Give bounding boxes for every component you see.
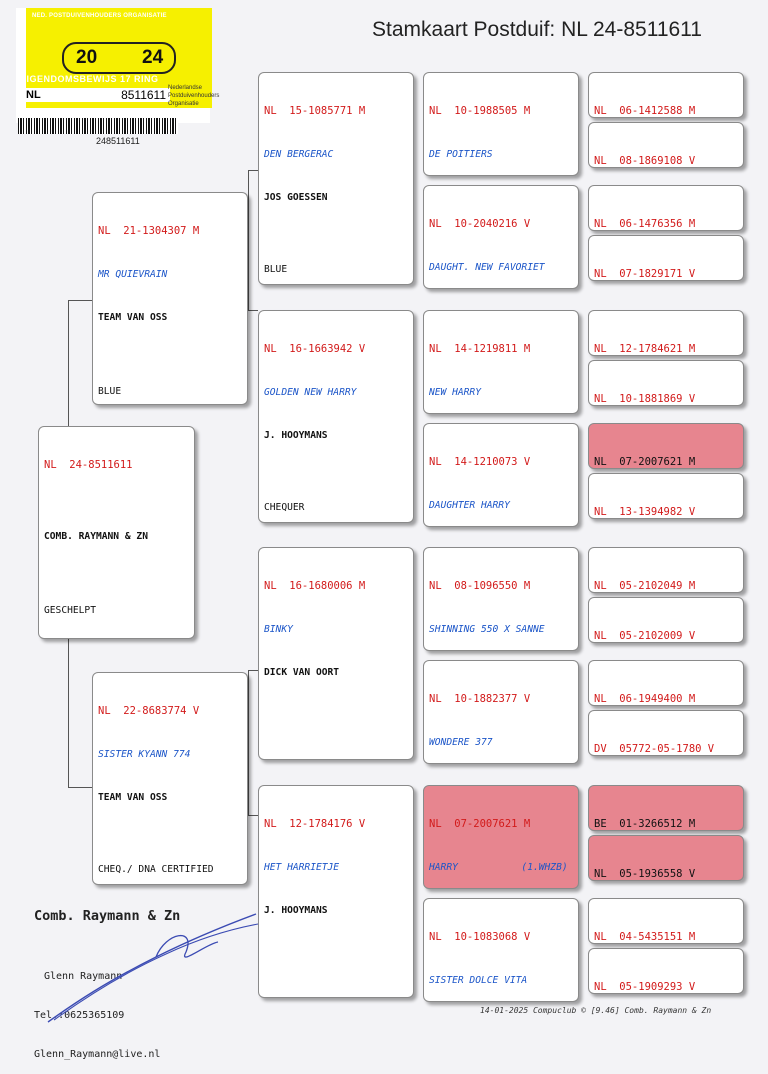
owner: J. HOOYMANS xyxy=(264,429,328,441)
ring-number: NL 10-1882377 V xyxy=(429,692,531,705)
sticker-ring-number: 8511611 xyxy=(70,88,170,102)
connector-line xyxy=(248,310,258,311)
ring-number: NL 24-8511611 xyxy=(44,458,133,471)
pigeon-card-g8[interactable] xyxy=(588,473,744,519)
sticker-npo-line: Postduivenhouders xyxy=(168,93,220,99)
info-line: CHEQUER xyxy=(264,501,305,513)
owner: TEAM VAN OSS xyxy=(98,791,168,803)
connector-line xyxy=(68,787,92,788)
ring-number: NL 12-1784176 V xyxy=(264,817,366,830)
ring-number: NL 06-1949400 M xyxy=(594,692,696,705)
pigeon-name: DE POITIERS xyxy=(429,148,493,160)
pigeon-card-g2[interactable] xyxy=(588,122,744,168)
ring-number: NL 05-1936558 V xyxy=(594,867,696,880)
ring-number: NL 08-1869108 V xyxy=(594,154,696,167)
sticker-npo-line: Organisatie xyxy=(168,101,199,107)
info-line xyxy=(264,738,408,752)
connector-line xyxy=(248,170,249,310)
sticker-npo-text xyxy=(168,84,219,108)
sticker-ownership-label: EIGENDOMSBEWIJS 17 RING xyxy=(20,74,159,84)
pigeon-card-mf[interactable] xyxy=(258,547,414,760)
pigeon-name: NEW HARRY xyxy=(429,386,481,398)
ring-number: NL 15-1085771 M xyxy=(264,104,366,117)
pigeon-card-fmm[interactable] xyxy=(423,423,579,527)
pigeon-card-ff[interactable] xyxy=(258,72,414,285)
owner: J. HOOYMANS xyxy=(264,904,328,916)
pigeon-info xyxy=(98,834,242,885)
pigeon-card-fm[interactable] xyxy=(258,310,414,523)
pigeon-card-g5[interactable] xyxy=(588,310,744,356)
ring-number: NL 21-1304307 M xyxy=(98,224,200,237)
pigeon-name: SHINNING 550 X SANNE xyxy=(429,623,545,635)
pigeon-card-g9[interactable] xyxy=(588,547,744,593)
ring-number: NL 10-2040216 V xyxy=(429,217,531,230)
pigeon-card-mmm[interactable] xyxy=(423,898,579,1002)
contact-line: Glenn Raymann xyxy=(44,971,123,982)
pigeon-name: DAUGHT. NEW FAVORIET xyxy=(429,261,545,273)
sticker-country: NL xyxy=(20,88,72,102)
ring-number: NL 05-2102009 V xyxy=(594,629,696,642)
barcode-number: 248511611 xyxy=(96,136,140,146)
ring-number: NL 10-1083068 V xyxy=(429,930,531,943)
pigeon-card-g12[interactable] xyxy=(588,710,744,756)
pigeon-card-g6[interactable] xyxy=(588,360,744,406)
owner: COMB. RAYMANN & ZN xyxy=(44,531,148,543)
pigeon-card-ffm[interactable] xyxy=(423,185,579,289)
pigeon-card-subject[interactable] xyxy=(38,426,195,639)
ring-number: NL 05-2102049 M xyxy=(594,579,696,592)
pigeon-name: DEN BERGERAC xyxy=(264,148,334,160)
connector-line xyxy=(68,300,69,427)
ring-sticker xyxy=(16,8,220,146)
pigeon-card-g13[interactable] xyxy=(588,785,744,831)
pigeon-name: GOLDEN NEW HARRY xyxy=(264,386,357,398)
owner: TEAM VAN OSS xyxy=(98,311,168,323)
connector-line xyxy=(248,170,258,171)
barcode xyxy=(18,118,178,134)
pigeon-info xyxy=(264,234,408,285)
pigeon-card-g15[interactable] xyxy=(588,898,744,944)
ring-number: NL 14-1210073 V xyxy=(429,455,531,468)
connector-line xyxy=(248,815,258,816)
info-line: CHEQ./ DNA CERTIFIED xyxy=(98,863,214,875)
contact-line: Glenn_Raymann@live.nl xyxy=(34,1049,161,1060)
ring-number: NL 16-1680006 M xyxy=(264,579,366,592)
connector-line xyxy=(68,639,69,787)
info-line: BLUE xyxy=(98,385,122,397)
pigeon-name: MR QUIEVRAIN xyxy=(98,268,168,280)
pigeon-info xyxy=(44,576,189,639)
pigeon-card-g7[interactable] xyxy=(588,423,744,469)
ring-number: NL 16-1663942 V xyxy=(264,342,366,355)
page-title: Stamkaart Postduif: NL 24-8511611 xyxy=(372,18,702,41)
pigeon-name: SISTER KYANN 774 xyxy=(98,748,191,760)
ring-number: NL 22-8683774 V xyxy=(98,704,200,717)
pigeon-card-g10[interactable] xyxy=(588,597,744,643)
ring-number: NL 10-1988505 M xyxy=(429,104,531,117)
pigeon-name: HET HARRIETJE xyxy=(264,861,340,873)
ring-number: NL 06-1476356 M xyxy=(594,217,696,230)
pigeon-card-g4[interactable] xyxy=(588,235,744,281)
ring-number: NL 13-1394982 V xyxy=(594,505,696,518)
pigeon-card-mfm[interactable] xyxy=(423,660,579,764)
sticker-year-left: 20 xyxy=(76,47,98,68)
pigeon-card-g3[interactable] xyxy=(588,185,744,231)
sticker-npo-line: Nederlandse xyxy=(168,85,203,91)
loft-name: Comb. Raymann & Zn xyxy=(34,908,181,924)
pigeon-card-mff[interactable] xyxy=(423,547,579,651)
ring-number: NL 07-1829171 V xyxy=(594,267,696,280)
ring-number: NL 06-1412588 M xyxy=(594,104,696,117)
info-line xyxy=(264,976,408,990)
pigeon-name: SISTER DOLCE VITA xyxy=(429,974,528,986)
connector-line xyxy=(68,300,92,301)
pigeon-card-father[interactable] xyxy=(92,192,248,405)
pigeon-name: DAUGHTER HARRY xyxy=(429,499,510,511)
ring-number: NL 12-1784621 M xyxy=(594,342,696,355)
sticker-year-right: 24 xyxy=(142,47,164,68)
pigeon-info xyxy=(264,709,408,760)
pigeon-card-fff[interactable] xyxy=(423,72,579,176)
connector-line xyxy=(248,670,258,671)
ring-number: NL 04-5435151 M xyxy=(594,930,696,943)
pigeon-name: WONDERE 377 xyxy=(429,736,493,748)
pigeon-card-mmf[interactable] xyxy=(423,785,579,889)
contact-line: Tel.:0625365109 xyxy=(34,1010,125,1021)
ring-number: NL 08-1096550 M xyxy=(429,579,531,592)
sticker-year xyxy=(62,42,176,74)
sticker-org-text: NED. POSTDUIVENHOUDERS ORGANISATIE xyxy=(32,13,167,19)
pigeon-info xyxy=(264,472,408,523)
pigeon-name: HARRY (1.WHZB) xyxy=(429,861,568,873)
ring-number: DV 05772-05-1780 V xyxy=(594,742,715,755)
pigeon-info xyxy=(98,356,242,405)
signature xyxy=(46,902,266,1032)
pigeon-card-g1[interactable] xyxy=(588,72,744,118)
pigeon-name: BINKY xyxy=(264,623,293,635)
owner: JOS GOESSEN xyxy=(264,191,328,203)
pigeon-card-mother[interactable] xyxy=(92,672,248,885)
info-line: BLUE xyxy=(264,263,288,275)
pigeon-card-g11[interactable] xyxy=(588,660,744,706)
ring-number: NL 07-2007621 M xyxy=(594,455,696,468)
pigeon-card-g14[interactable] xyxy=(588,835,744,881)
ring-number: NL 14-1219811 M xyxy=(429,342,531,355)
print-date: 14-01-2025 Compuclub © [9.46] Comb. Raymann & Zn xyxy=(480,1006,712,1015)
pigeon-info xyxy=(264,947,408,998)
ring-number: NL 10-1881869 V xyxy=(594,392,696,405)
info-line: GESCHELPT xyxy=(44,605,96,617)
ring-number: NL 05-1909293 V xyxy=(594,980,696,993)
connector-line xyxy=(248,670,249,815)
pigeon-card-mm[interactable] xyxy=(258,785,414,998)
pigeon-card-g16[interactable] xyxy=(588,948,744,994)
pigeon-card-fmf[interactable] xyxy=(423,310,579,414)
ring-number: BE 01-3266512 M xyxy=(594,817,696,830)
owner: DICK VAN OORT xyxy=(264,666,340,678)
ring-number: NL 07-2007621 M xyxy=(429,817,531,830)
